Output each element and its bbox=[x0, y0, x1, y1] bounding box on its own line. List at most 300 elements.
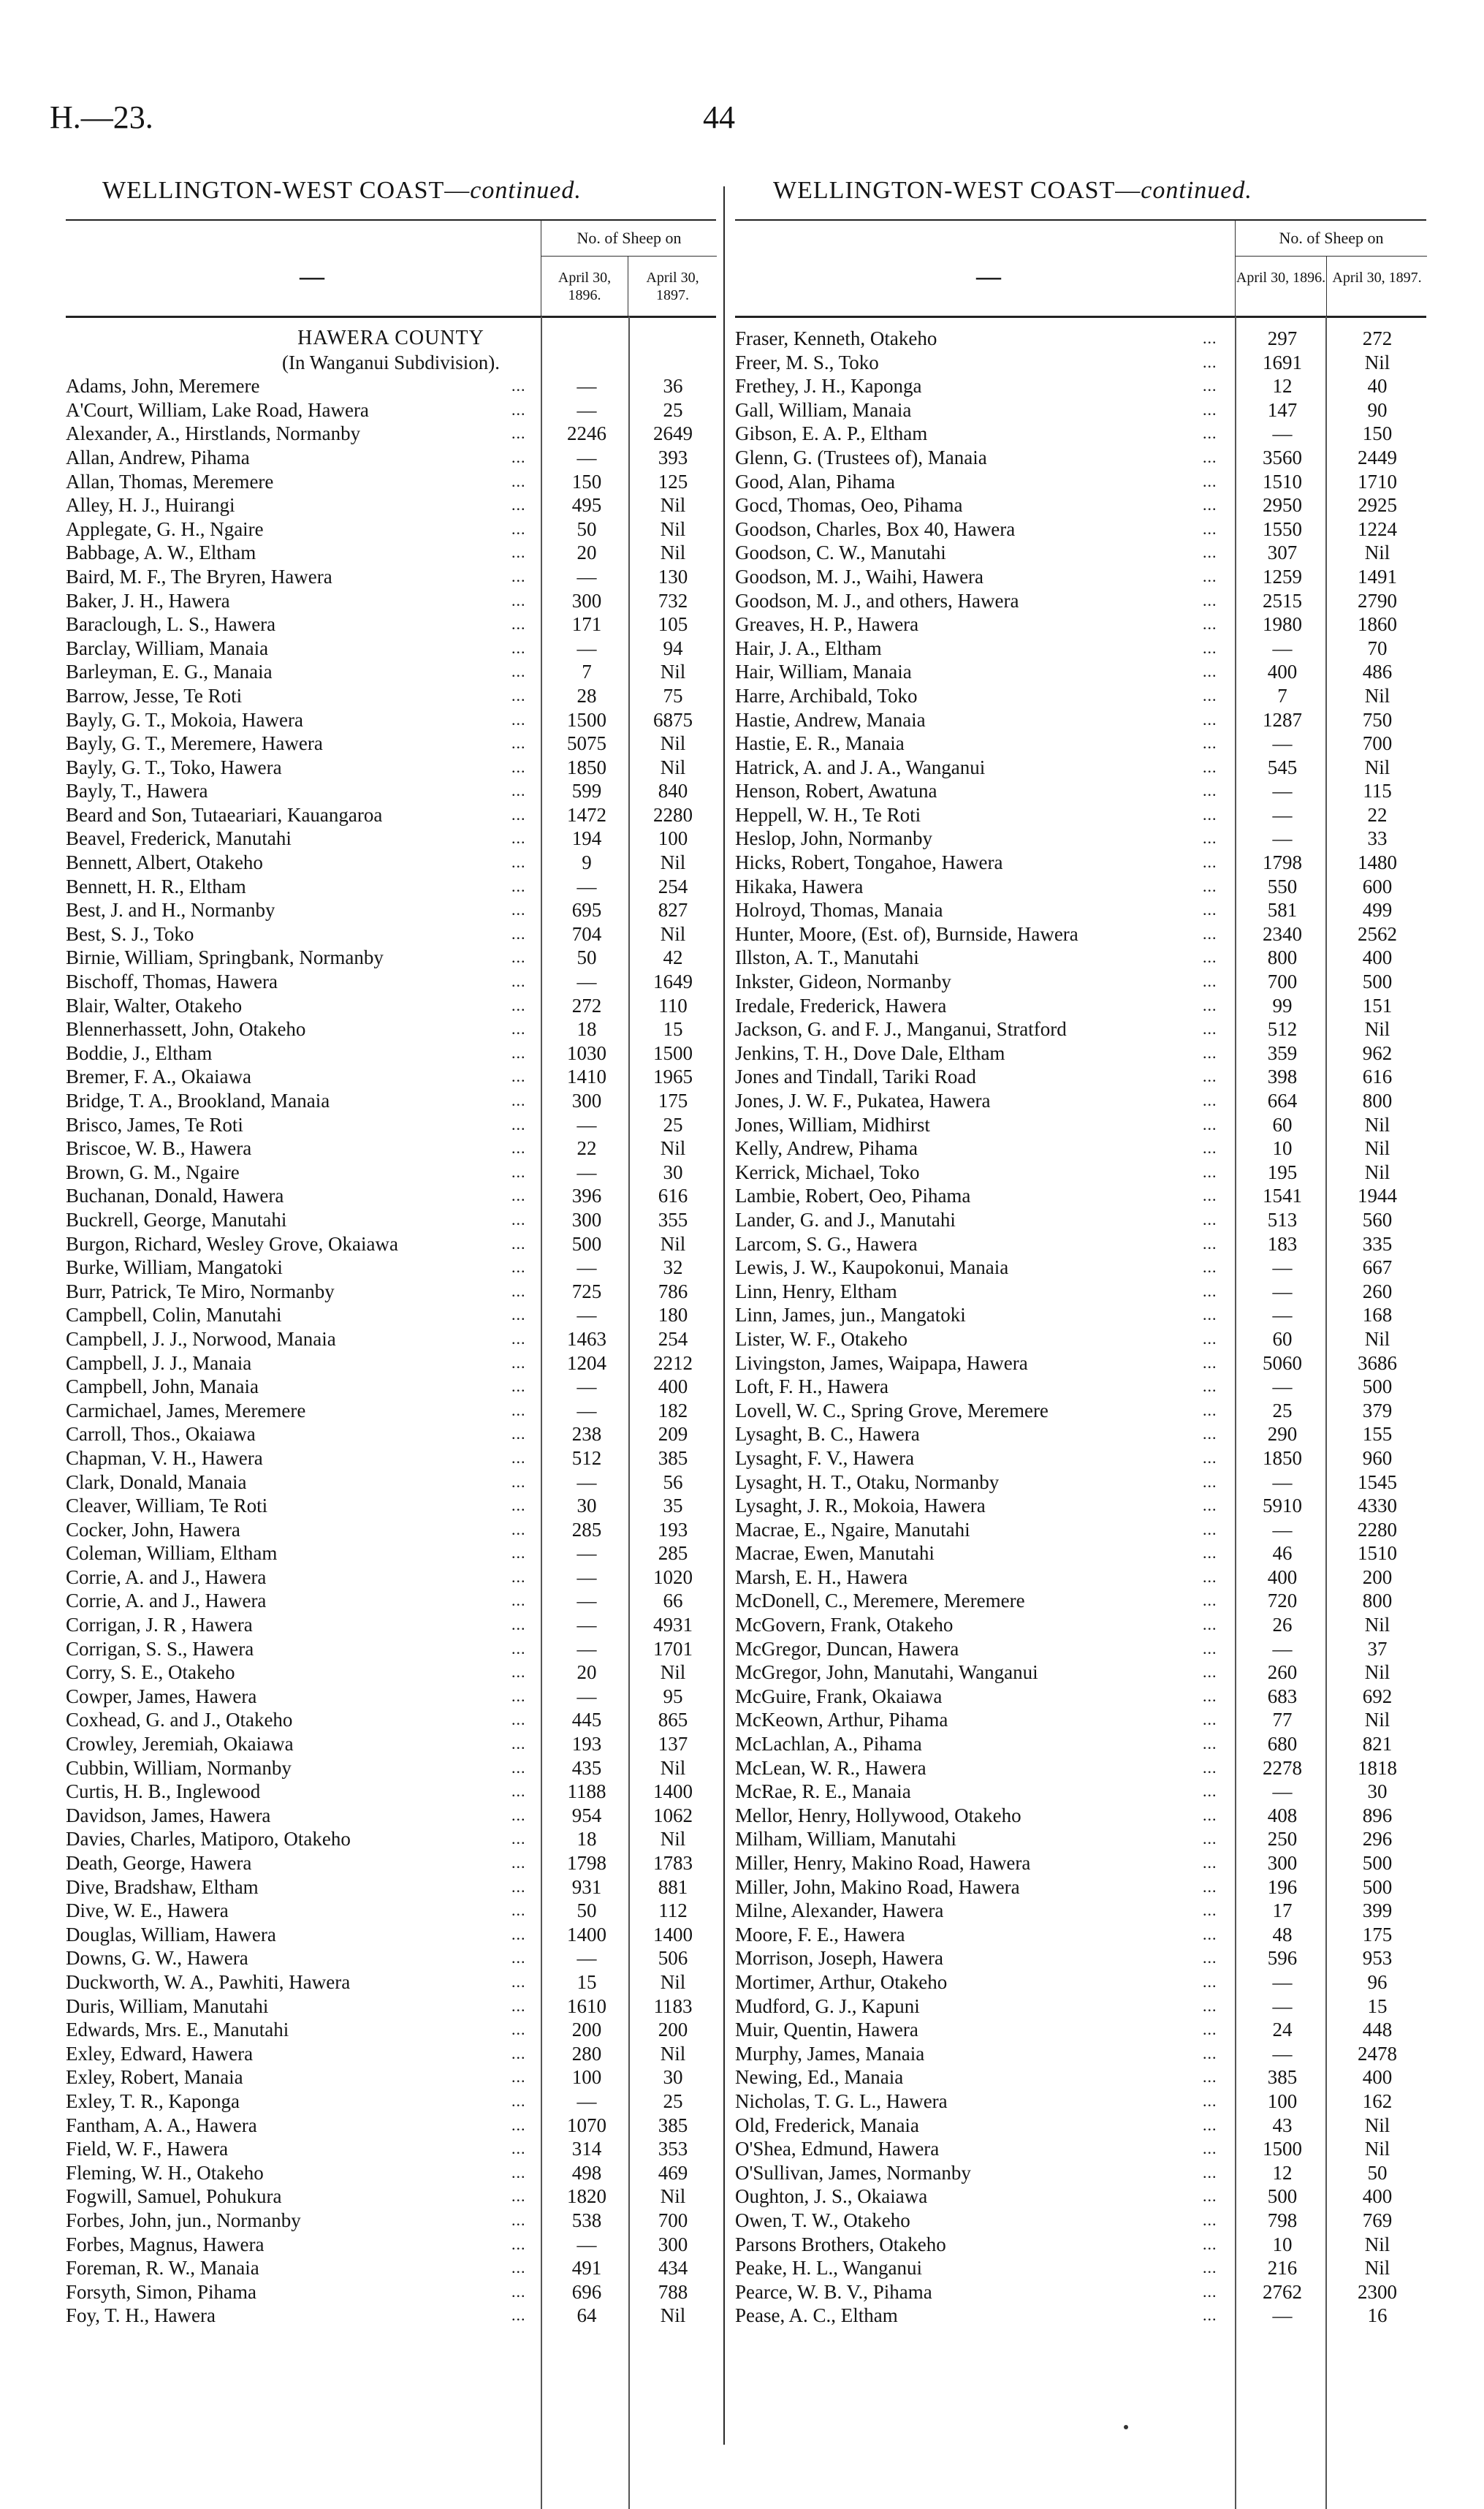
leader-dots: ... bbox=[1203, 1210, 1217, 1229]
sheep-1896: — bbox=[577, 2233, 597, 2255]
owner-name: Davidson, James, Hawera bbox=[66, 1804, 271, 1826]
sheep-1897: 6875 bbox=[653, 708, 693, 731]
leader-dots: ... bbox=[1203, 424, 1217, 443]
sheep-1896: 445 bbox=[571, 1709, 602, 1731]
sheep-1897: 16 bbox=[1367, 2304, 1388, 2327]
sheep-1897: 94 bbox=[663, 637, 683, 659]
leader-dots: ... bbox=[511, 496, 526, 515]
table-row bbox=[66, 851, 716, 875]
owner-name: Bayly, G. T., Toko, Hawera bbox=[66, 756, 282, 778]
sheep-1897: 1400 bbox=[653, 1923, 693, 1946]
sheep-1896: 435 bbox=[571, 1756, 602, 1779]
sheep-1897: 25 bbox=[663, 2089, 683, 2112]
owner-name: McKeown, Arthur, Pihama bbox=[735, 1709, 948, 1731]
table-row bbox=[735, 1351, 1426, 1375]
sheep-1896: 48 bbox=[1272, 1923, 1293, 1946]
sheep-1896: — bbox=[577, 875, 597, 897]
leader-dots: ... bbox=[511, 2115, 526, 2134]
leader-dots: ... bbox=[1203, 2163, 1217, 2182]
sheep-1897: 1480 bbox=[1358, 851, 1397, 874]
sheep-1896: 147 bbox=[1267, 398, 1298, 421]
leader-dots: ... bbox=[511, 1519, 526, 1538]
owner-name: Cowper, James, Hawera bbox=[66, 1685, 257, 1707]
sheep-1896: 1500 bbox=[567, 708, 606, 731]
leader-dots: ... bbox=[511, 1591, 526, 1610]
leader-dots: ... bbox=[1203, 1996, 1217, 2015]
sheep-1897: 962 bbox=[1362, 1041, 1393, 1064]
sheep-1896: 60 bbox=[1272, 1327, 1293, 1350]
owner-name: Foreman, R. W., Manaia bbox=[66, 2257, 259, 2280]
sheep-1896: 700 bbox=[1267, 971, 1298, 993]
table-row bbox=[735, 1232, 1426, 1256]
sheep-1897: 2790 bbox=[1358, 589, 1397, 612]
owner-name: Fogwill, Samuel, Pohukura bbox=[66, 2185, 282, 2208]
sheep-1896: — bbox=[577, 2089, 597, 2112]
sheep-1897: 700 bbox=[658, 2209, 688, 2231]
table-row bbox=[735, 2137, 1426, 2161]
owner-name: Milne, Alexander, Hawera bbox=[735, 1899, 944, 1922]
sheep-1896: — bbox=[1272, 422, 1293, 445]
table-row bbox=[735, 2185, 1426, 2209]
sheep-1897: 175 bbox=[658, 1090, 688, 1112]
leader-dots: ... bbox=[1203, 1853, 1217, 1872]
sheep-1896: 385 bbox=[1267, 2066, 1298, 2089]
leader-dots: ... bbox=[1203, 1234, 1217, 1253]
sheep-1897: 2449 bbox=[1358, 446, 1397, 468]
table-row bbox=[735, 541, 1426, 565]
sheep-1897: 1020 bbox=[653, 1565, 693, 1588]
leader-dots: ... bbox=[1203, 900, 1217, 919]
sheep-1897: 75 bbox=[663, 684, 683, 707]
owner-name: Gibson, E. A. P., Eltham bbox=[735, 422, 928, 445]
owner-name: Goodson, M. J., and others, Hawera bbox=[735, 589, 1019, 612]
sheep-1897: 500 bbox=[1362, 1875, 1393, 1898]
table-row bbox=[735, 1685, 1426, 1709]
sheep-1896: 538 bbox=[571, 2209, 602, 2231]
sheep-1897: 827 bbox=[658, 899, 688, 922]
owner-name: Alley, H. J., Huirangi bbox=[66, 494, 235, 517]
owner-name: Beard and Son, Tutaeariari, Kauangaroa bbox=[66, 803, 383, 826]
sheep-1897: Nil bbox=[1364, 1661, 1390, 1684]
owner-name: Crowley, Jeremiah, Okaiawa bbox=[66, 1733, 294, 1755]
sheep-1897: Nil bbox=[660, 517, 686, 540]
sheep-1897: 840 bbox=[658, 780, 688, 802]
right-title-continued: continued. bbox=[1141, 177, 1252, 204]
sheep-1897: 2280 bbox=[653, 803, 693, 826]
sheep-1896: — bbox=[577, 1614, 597, 1636]
sheep-1897: 1710 bbox=[1358, 470, 1397, 493]
leader-dots: ... bbox=[511, 1353, 526, 1372]
owner-name: Allan, Thomas, Meremere bbox=[66, 470, 274, 493]
owner-name: Greaves, H. P., Hawera bbox=[735, 613, 919, 636]
owner-name: Campbell, J. J., Norwood, Manaia bbox=[66, 1327, 336, 1350]
sheep-1897: 150 bbox=[1362, 422, 1393, 445]
sheep-1896: 46 bbox=[1272, 1542, 1293, 1565]
leader-dots: ... bbox=[511, 710, 526, 729]
table-row bbox=[66, 493, 716, 517]
table-row bbox=[66, 1375, 716, 1399]
left-title-text: WELLINGTON-WEST COAST— bbox=[102, 177, 471, 204]
table-row bbox=[66, 898, 716, 922]
owner-name: Barleyman, E. G., Manaia bbox=[66, 661, 273, 683]
sheep-1896: 1410 bbox=[567, 1066, 606, 1088]
table-row bbox=[66, 517, 716, 542]
sheep-1896: 704 bbox=[571, 922, 602, 945]
sheep-1897: 385 bbox=[658, 1446, 688, 1469]
leader-dots: ... bbox=[511, 1782, 526, 1801]
owner-name: Baker, J. H., Hawera bbox=[66, 589, 230, 612]
table-row bbox=[735, 1518, 1426, 1542]
leader-dots: ... bbox=[511, 1710, 526, 1729]
sheep-1897: 400 bbox=[1362, 2185, 1393, 2208]
table-row bbox=[66, 1660, 716, 1685]
sheep-1897: 486 bbox=[1362, 661, 1393, 683]
leader-dots: ... bbox=[511, 1234, 526, 1253]
leader-dots: ... bbox=[1203, 1567, 1217, 1586]
sheep-1897: 115 bbox=[1363, 780, 1392, 802]
leader-dots: ... bbox=[511, 995, 526, 1014]
sheep-1897: 1783 bbox=[653, 1852, 693, 1874]
sheep-1896: 10 bbox=[1272, 1137, 1293, 1160]
right-header-dash: — bbox=[976, 263, 1001, 290]
page-identifier: H.—23. bbox=[50, 99, 153, 135]
owner-name: Blair, Walter, Otakeho bbox=[66, 994, 243, 1017]
owner-name: Linn, James, jun., Mangatoki bbox=[735, 1304, 966, 1326]
sheep-1896: 1691 bbox=[1263, 351, 1302, 373]
leader-dots: ... bbox=[1203, 734, 1217, 753]
owner-name: Burr, Patrick, Te Miro, Normanby bbox=[66, 1280, 335, 1302]
sheep-1896: 7 bbox=[1277, 684, 1287, 707]
leader-dots: ... bbox=[511, 1663, 526, 1682]
table-row bbox=[66, 1399, 716, 1423]
table-row bbox=[66, 1351, 716, 1375]
leader-dots: ... bbox=[1203, 781, 1217, 800]
owner-name: Lysaght, J. R., Mokoia, Hawera bbox=[735, 1495, 986, 1517]
sheep-1896: 195 bbox=[1267, 1161, 1298, 1183]
table-row bbox=[735, 1804, 1426, 1828]
table-row bbox=[735, 922, 1426, 946]
leader-dots: ... bbox=[511, 662, 526, 681]
sheep-1897: 32 bbox=[663, 1256, 683, 1279]
sheep-1896: 100 bbox=[571, 2066, 602, 2089]
owner-name: Corrigan, J. R , Hawera bbox=[66, 1614, 253, 1636]
sheep-1897: Nil bbox=[660, 1828, 686, 1851]
owner-name: Forbes, Magnus, Hawera bbox=[66, 2233, 265, 2255]
leader-dots: ... bbox=[1203, 853, 1217, 872]
sheep-1897: 56 bbox=[663, 1470, 683, 1493]
owner-name: Applegate, G. H., Ngaire bbox=[66, 517, 264, 540]
sheep-1896: — bbox=[577, 1565, 597, 1588]
sheep-1897: 105 bbox=[658, 613, 688, 636]
sheep-1896: 550 bbox=[1267, 875, 1298, 897]
table-row bbox=[66, 2161, 716, 2185]
leader-dots: ... bbox=[511, 1734, 526, 1753]
table-row bbox=[735, 1494, 1426, 1518]
leader-dots: ... bbox=[511, 615, 526, 634]
table-row bbox=[735, 779, 1426, 803]
sheep-1897: 125 bbox=[658, 470, 688, 493]
sheep-1896: 800 bbox=[1267, 946, 1298, 969]
table-row bbox=[66, 1923, 716, 1947]
owner-name: Iredale, Frederick, Hawera bbox=[735, 994, 947, 1017]
sheep-1896: 1610 bbox=[567, 1994, 606, 2017]
leader-dots: ... bbox=[1203, 1377, 1217, 1396]
owner-name: Frethey, J. H., Kaponga bbox=[735, 375, 922, 398]
owner-name: Forbes, John, jun., Normanby bbox=[66, 2209, 301, 2231]
table-row bbox=[735, 660, 1426, 684]
sheep-1896: — bbox=[1272, 1994, 1293, 2017]
sheep-1896: 1259 bbox=[1263, 565, 1302, 588]
sheep-1896: 695 bbox=[571, 899, 602, 922]
table-row bbox=[66, 756, 716, 780]
table-row bbox=[735, 1303, 1426, 1327]
leader-dots: ... bbox=[511, 876, 526, 895]
sheep-1896: 1188 bbox=[567, 1780, 606, 1803]
sheep-1897: 560 bbox=[1362, 1208, 1393, 1231]
sheep-1896: 9 bbox=[582, 851, 592, 874]
sheep-1896: 50 bbox=[577, 946, 597, 969]
sheep-1896: 24 bbox=[1272, 2019, 1293, 2041]
sheep-1897: 180 bbox=[658, 1304, 688, 1326]
sheep-1896: — bbox=[577, 1947, 597, 1970]
table-row bbox=[735, 1994, 1426, 2019]
sheep-1897: 36 bbox=[663, 375, 683, 398]
sheep-1897: Nil bbox=[1364, 2114, 1390, 2136]
table-row bbox=[735, 612, 1426, 637]
table-row bbox=[735, 1256, 1426, 1280]
table-row bbox=[66, 1136, 716, 1161]
leader-dots: ... bbox=[1203, 1924, 1217, 1943]
sheep-1897: 506 bbox=[658, 1947, 688, 1970]
table-row bbox=[66, 1732, 716, 1756]
sheep-1896: 26 bbox=[1272, 1614, 1293, 1636]
sheep-1896: 10 bbox=[1272, 2233, 1293, 2255]
table-row bbox=[66, 1589, 716, 1613]
leader-dots: ... bbox=[511, 900, 526, 919]
sheep-1897: 1224 bbox=[1358, 517, 1397, 540]
sheep-1897: 2562 bbox=[1358, 922, 1397, 945]
table-row bbox=[735, 756, 1426, 780]
sheep-1896: 2278 bbox=[1263, 1756, 1302, 1779]
sheep-1897: Nil bbox=[660, 851, 686, 874]
sheep-1897: Nil bbox=[1364, 2233, 1390, 2255]
owner-name: Hunter, Moore, (Est. of), Burnside, Hawera bbox=[735, 922, 1078, 945]
table-row bbox=[66, 1113, 716, 1137]
leader-dots: ... bbox=[1203, 1519, 1217, 1538]
leader-dots: ... bbox=[1203, 1186, 1217, 1205]
owner-name: Baird, M. F., The Bryren, Hawera bbox=[66, 565, 332, 588]
sheep-1896: — bbox=[577, 1399, 597, 1421]
leader-dots: ... bbox=[511, 1067, 526, 1086]
leader-dots: ... bbox=[1203, 1043, 1217, 1062]
table-row bbox=[66, 803, 716, 827]
sheep-1897: 296 bbox=[1362, 1828, 1393, 1851]
owner-name: Hicks, Robert, Tongahoe, Hawera bbox=[735, 851, 1003, 874]
sheep-1897: Nil bbox=[660, 661, 686, 683]
sheep-1897: 335 bbox=[1362, 1232, 1393, 1255]
sheep-1896: 99 bbox=[1272, 994, 1293, 1017]
owner-name: Nicholas, T. G. L., Hawera bbox=[735, 2089, 948, 2112]
table-row bbox=[66, 1804, 716, 1828]
table-row bbox=[66, 1875, 716, 1899]
table-row bbox=[735, 1375, 1426, 1399]
sheep-1896: 931 bbox=[571, 1875, 602, 1898]
sheep-1897: 175 bbox=[1362, 1923, 1393, 1946]
table-row bbox=[66, 994, 716, 1018]
leader-dots: ... bbox=[511, 1948, 526, 1967]
leader-dots: ... bbox=[511, 1758, 526, 1777]
leader-dots: ... bbox=[1203, 1020, 1217, 1039]
sheep-1897: 3686 bbox=[1358, 1351, 1397, 1374]
table-row bbox=[735, 2256, 1426, 2280]
sheep-1896: — bbox=[1272, 1637, 1293, 1660]
owner-name: Old, Frederick, Manaia bbox=[735, 2114, 919, 2136]
table-row bbox=[66, 1494, 716, 1518]
table-row bbox=[66, 1161, 716, 1185]
leader-dots: ... bbox=[511, 2163, 526, 2182]
sheep-1896: 954 bbox=[571, 1804, 602, 1826]
leader-dots: ... bbox=[511, 1853, 526, 1872]
owner-name: Moore, F. E., Hawera bbox=[735, 1923, 905, 1946]
leader-dots: ... bbox=[1203, 2234, 1217, 2253]
table-row bbox=[66, 2042, 716, 2066]
owner-name: Gall, William, Manaia bbox=[735, 398, 912, 421]
table-row bbox=[735, 1732, 1426, 1756]
table-row bbox=[735, 398, 1426, 422]
owner-name: Chapman, V. H., Hawera bbox=[66, 1446, 263, 1469]
sheep-1897: 355 bbox=[658, 1208, 688, 1231]
sheep-1896: 17 bbox=[1272, 1899, 1293, 1922]
table-row bbox=[735, 1708, 1426, 1732]
table-row bbox=[66, 2018, 716, 2042]
right-header-group-label: No. of Sheep on bbox=[1236, 221, 1427, 257]
sheep-1896: 513 bbox=[1267, 1208, 1298, 1231]
sheep-1896: — bbox=[1272, 637, 1293, 659]
table-row bbox=[735, 470, 1426, 494]
owner-name: Freer, M. S., Toko bbox=[735, 351, 879, 373]
sheep-1896: 400 bbox=[1267, 661, 1298, 683]
leader-dots: ... bbox=[1203, 1639, 1217, 1658]
sheep-1897: 112 bbox=[658, 1899, 688, 1922]
sheep-1896: 5910 bbox=[1263, 1495, 1302, 1517]
owner-name: Lysaght, H. T., Otaku, Normanby bbox=[735, 1470, 1000, 1493]
table-row bbox=[66, 1422, 716, 1446]
table-row bbox=[66, 1017, 716, 1041]
owner-name: Duris, William, Manutahi bbox=[66, 1994, 269, 2017]
table-row bbox=[66, 398, 716, 422]
sheep-1896: 12 bbox=[1272, 375, 1293, 398]
leader-dots: ... bbox=[1203, 876, 1217, 895]
sheep-1896: 22 bbox=[577, 1137, 597, 1160]
owner-name: Mortimer, Arthur, Otakeho bbox=[735, 1970, 948, 1993]
left-rows bbox=[66, 318, 716, 2328]
sheep-1896: 194 bbox=[571, 827, 602, 850]
sheep-1896: 1463 bbox=[567, 1327, 606, 1350]
sheep-1896: 307 bbox=[1267, 542, 1298, 564]
sheep-1897: 200 bbox=[658, 2019, 688, 2041]
leader-dots: ... bbox=[511, 1924, 526, 1943]
sheep-1896: 2762 bbox=[1263, 2280, 1302, 2303]
table-row bbox=[735, 1827, 1426, 1851]
sheep-1896: 18 bbox=[577, 1828, 597, 1851]
sheep-1896: 400 bbox=[1267, 1565, 1298, 1588]
leader-dots: ... bbox=[511, 543, 526, 562]
sheep-1896: 500 bbox=[1267, 2185, 1298, 2208]
sheep-1897: 1183 bbox=[653, 1994, 693, 2017]
leader-dots: ... bbox=[1203, 1258, 1217, 1277]
table-row bbox=[735, 1899, 1426, 1923]
sheep-1896: 696 bbox=[571, 2280, 602, 2303]
leader-dots: ... bbox=[511, 447, 526, 466]
sheep-1897: 1649 bbox=[653, 971, 693, 993]
table-row bbox=[735, 1946, 1426, 1970]
table-row bbox=[735, 374, 1426, 398]
sheep-1897: 66 bbox=[663, 1590, 683, 1612]
sheep-1897: 96 bbox=[1367, 1970, 1388, 1993]
sheep-1896: 200 bbox=[571, 2019, 602, 2041]
owner-name: Douglas, William, Hawera bbox=[66, 1923, 276, 1946]
leader-dots: ... bbox=[511, 948, 526, 967]
table-row bbox=[66, 922, 716, 946]
sheep-1896: — bbox=[577, 1375, 597, 1398]
table-row bbox=[66, 2114, 716, 2138]
leader-dots: ... bbox=[511, 853, 526, 872]
leader-dots: ... bbox=[511, 1639, 526, 1658]
owner-name: Goodson, M. J., Waihi, Hawera bbox=[735, 565, 984, 588]
owner-name: Bayly, T., Hawera bbox=[66, 780, 208, 802]
table-row bbox=[66, 875, 716, 899]
sheep-1897: 162 bbox=[1362, 2089, 1393, 2112]
leader-dots: ... bbox=[511, 1329, 526, 1348]
right-table-header bbox=[735, 221, 1426, 318]
sheep-1896: 280 bbox=[571, 2042, 602, 2065]
leader-dots: ... bbox=[511, 2139, 526, 2158]
sheep-1897: 1701 bbox=[653, 1637, 693, 1660]
owner-name: Goodson, C. W., Manutahi bbox=[735, 542, 946, 564]
sheep-1896: 300 bbox=[571, 589, 602, 612]
table-row bbox=[735, 2280, 1426, 2304]
owner-name: Harre, Archibald, Toko bbox=[735, 684, 918, 707]
sheep-1897: 193 bbox=[658, 1518, 688, 1541]
sheep-1897: 379 bbox=[1362, 1399, 1393, 1421]
sheep-1896: 28 bbox=[577, 684, 597, 707]
leader-dots: ... bbox=[511, 734, 526, 753]
sheep-1897: 2280 bbox=[1358, 1518, 1397, 1541]
leader-dots: ... bbox=[511, 2210, 526, 2229]
sheep-1897: 209 bbox=[658, 1423, 688, 1446]
leader-dots: ... bbox=[1203, 329, 1217, 347]
sheep-1897: Nil bbox=[660, 494, 686, 517]
sheep-1896: 596 bbox=[1267, 1947, 1298, 1970]
leader-dots: ... bbox=[511, 1544, 526, 1563]
leader-dots: ... bbox=[1203, 1162, 1217, 1181]
sheep-1897: 353 bbox=[658, 2138, 688, 2160]
table-row bbox=[66, 946, 716, 970]
leader-dots: ... bbox=[1203, 972, 1217, 991]
sheep-1896: 1287 bbox=[1263, 708, 1302, 731]
table-row bbox=[735, 708, 1426, 732]
sheep-1897: 30 bbox=[663, 1161, 683, 1183]
leader-dots: ... bbox=[1203, 1544, 1217, 1563]
right-rows bbox=[735, 318, 1426, 2328]
table-row bbox=[735, 1446, 1426, 1470]
table-row bbox=[66, 2185, 716, 2209]
owner-name: Bennett, Albert, Otakeho bbox=[66, 851, 263, 874]
owner-name: Best, S. J., Toko bbox=[66, 922, 194, 945]
owner-name: Peake, H. L., Wanganui bbox=[735, 2257, 923, 2280]
table-row bbox=[735, 1136, 1426, 1161]
owner-name: Duckworth, W. A., Pawhiti, Hawera bbox=[66, 1970, 351, 1993]
